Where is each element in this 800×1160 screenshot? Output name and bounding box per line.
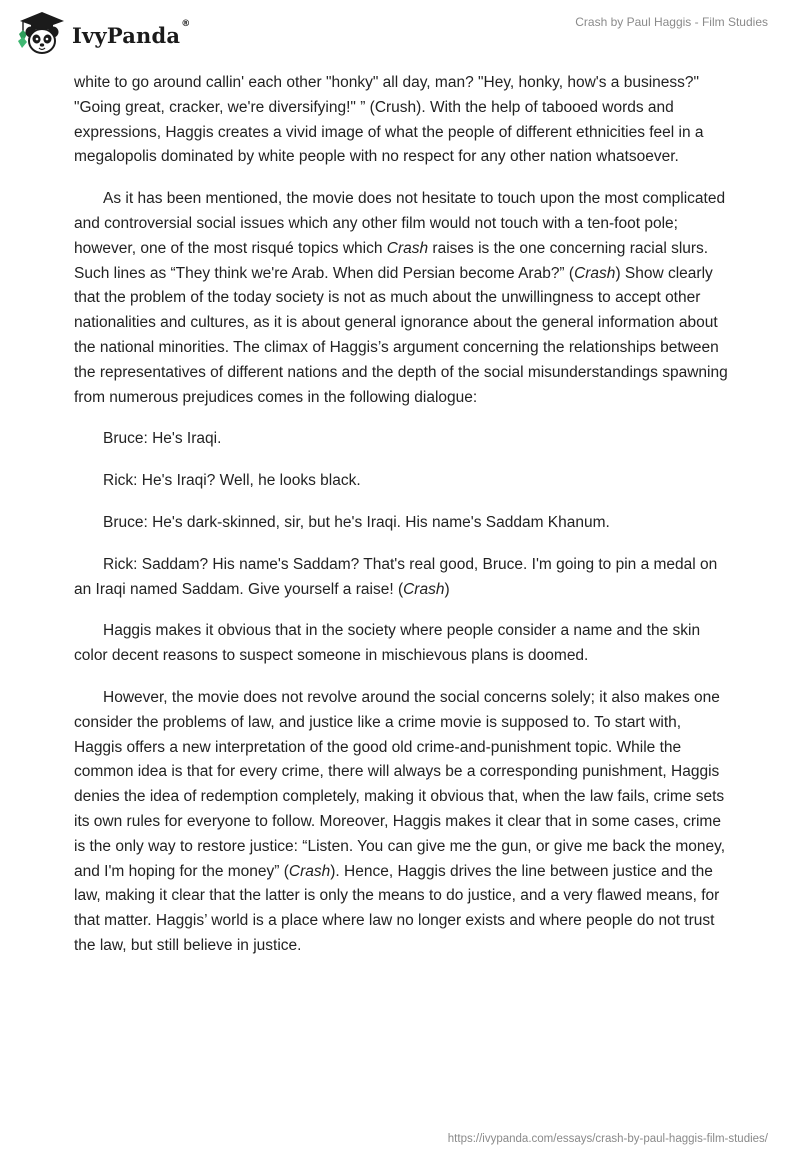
text-run: ). Hence, Haggis drives the line between justice and the law, making it clear that the latter is only the means to do justice, and a very flawed means, for that matter. Haggis’ world is a place where law no longer exists and where people do not trust the law, but still believe in justice. [74, 862, 720, 954]
film-title-italic: Crash [386, 239, 429, 257]
text-run: raises is the one concerning racial slurs. Such lines as “They think we're Arab. When did Persian become Arab?” ( [74, 239, 709, 282]
panda-graduate-logo-icon [14, 8, 68, 58]
paragraph [74, 187, 730, 410]
paragraph [74, 469, 730, 494]
film-title-italic: Crash [403, 580, 445, 598]
registered-mark: ® [181, 18, 191, 29]
text-run: Rick: He's Iraqi? Well, he looks black. [103, 472, 361, 490]
paragraph [74, 511, 730, 536]
essay-body [74, 71, 730, 976]
paragraph [74, 553, 730, 603]
text-run: As it has been mentioned, the movie does not hesitate to touch upon the most complicated and controversial social issues which any other film would not touch with a ten-foot pole; however, one of the most risqué topics which [74, 190, 726, 257]
paragraph [74, 686, 730, 959]
source-url[interactable]: https://ivypanda.com/essays/crash-by-paul-haggis-film-studies/ [447, 1133, 768, 1145]
document-title: Crash by Paul Haggis - Film Studies [575, 15, 768, 29]
text-run: white to go around callin' each other "honky" all day, man? "Hey, honky, how's a business?" "Going great, cracker, we're diversifying!" ” (Crush). With the help of tabooed words and expressions, Haggis creates a vivid image of what the people of different ethnicities feel in a megalopolis dominated by white people with no respect for any other nation whatsoever. [74, 74, 704, 166]
brand-logo[interactable] [14, 8, 190, 58]
film-title-italic: Crash [288, 862, 331, 880]
page-header [0, 0, 800, 64]
film-title-italic: Crash [574, 264, 616, 282]
text-run: Rick: Saddam? His name's Saddam? That's real good, Bruce. I'm going to pin a medal on an Iraqi named Saddam. Give yourself a raise! ( [74, 555, 718, 598]
paragraph [74, 619, 730, 669]
text-run: Bruce: He's Iraqi. [103, 430, 222, 448]
text-run: Bruce: He's dark-skinned, sir, but he's Iraqi. His name's Saddam Khanum. [103, 513, 610, 531]
text-run: However, the movie does not revolve around the social concerns solely; it also makes one consider the problems of law, and justice like a crime movie is supposed to. To start with, Haggis offers a new interpretation of the good old crime-and-punishment topic. While the common idea is that for every crime, there will always be a corresponding punishment, Haggis denies the idea of redemption completely, making it obvious that, when the law fails, crime sets its own rules for everyone to follow. Moreover, Haggis makes it clear that in some cases, crime is the only way to restore justice: “Listen. You can give me the gun, or give me back the money, and I'm hoping for the money” ( [74, 688, 726, 880]
brand-name: IvyPanda® [72, 18, 191, 48]
text-run: Haggis makes it obvious that in the society where people consider a name and the skin color decent reasons to suspect someone in mischievous plans is doomed. [74, 622, 701, 665]
paragraph [74, 71, 730, 170]
paragraph [74, 427, 730, 452]
text-run: ) Show clearly that the problem of the today society is not as much about the unwillingness to accept other nationalities and cultures, as it is about general ignorance about the general information about the national minorities. The climax of Haggis’s argument concerning the relationships between the representatives of different nations and the depth of the social misunderstandings spawning from numerous prejudices comes in the following dialogue: [74, 264, 728, 406]
text-run: ) [444, 580, 450, 598]
